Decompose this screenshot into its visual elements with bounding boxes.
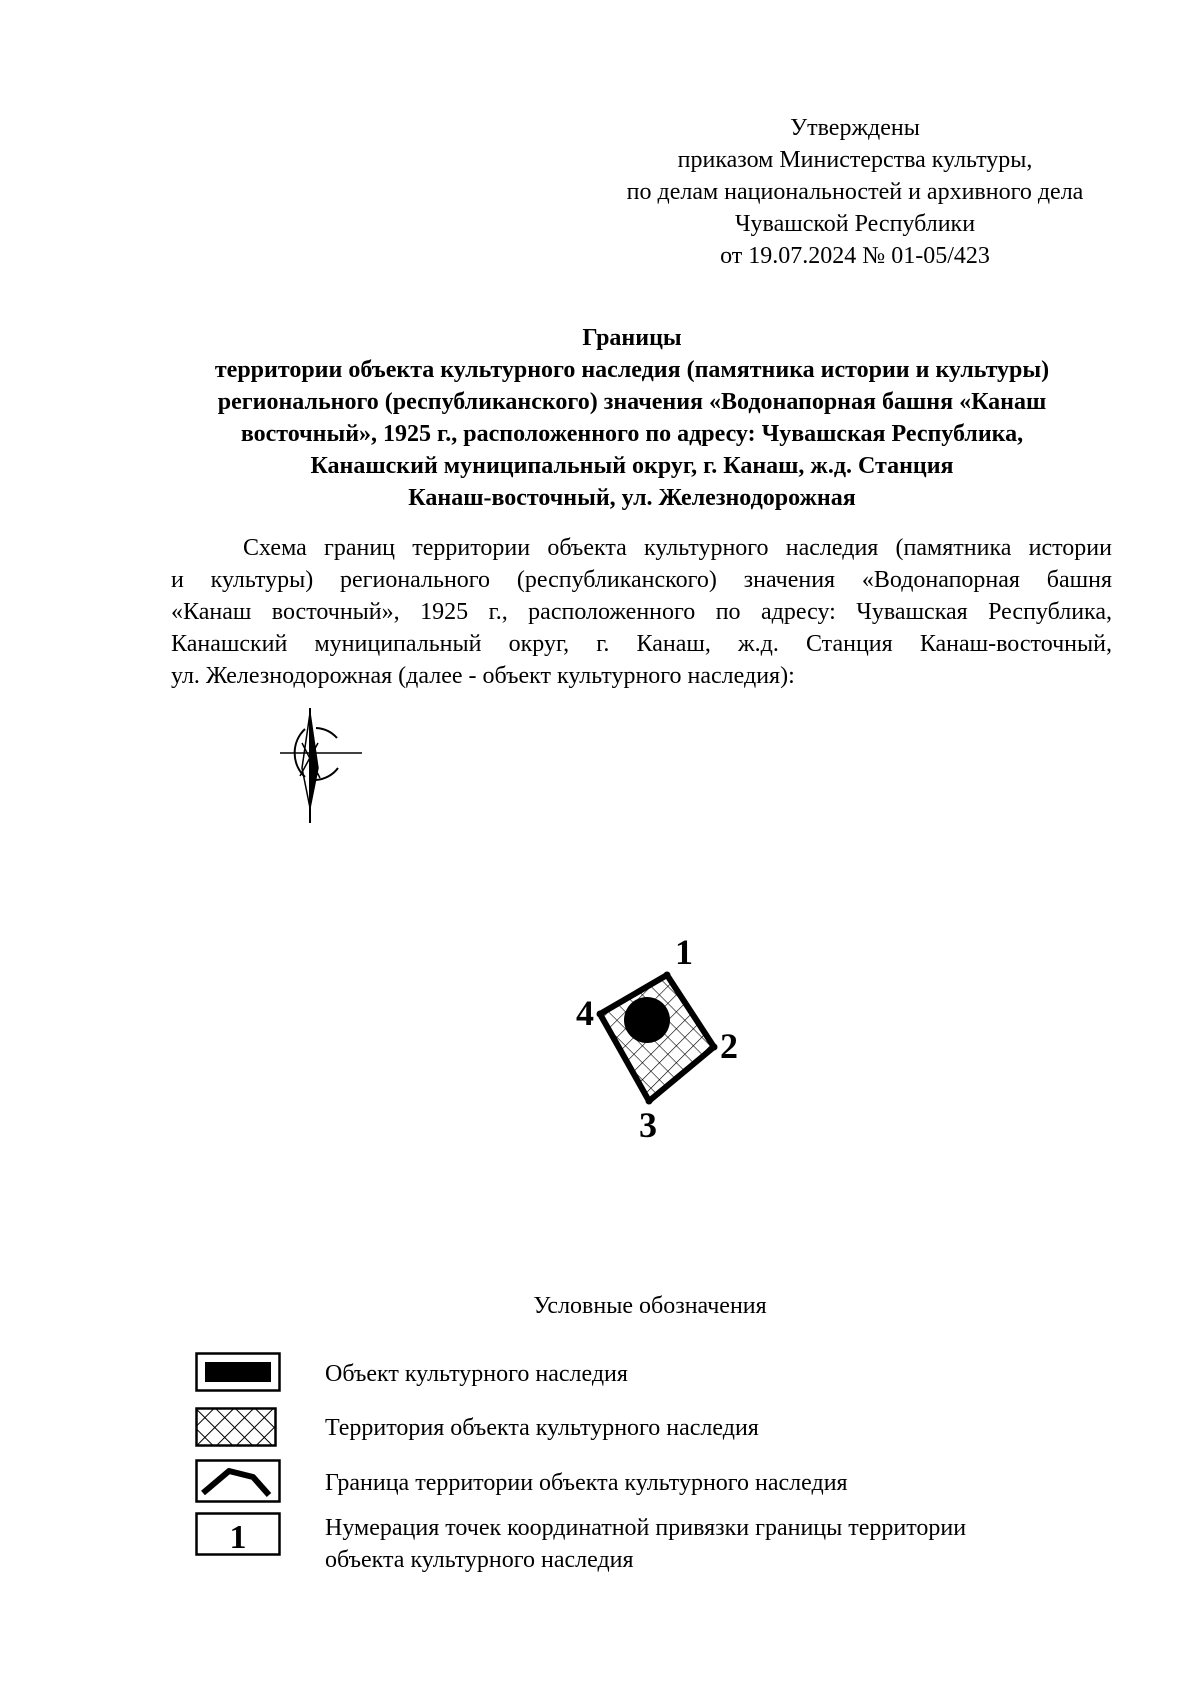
approval-line: Утверждены [790, 115, 920, 141]
boundary-line-symbol-icon [195, 1459, 281, 1503]
boundary-scheme [576, 932, 830, 1165]
title-line: Канаш-восточный, ул. Железнодорожная [408, 485, 856, 511]
heritage-object-marker [624, 997, 670, 1043]
approval-line: по делам национальностей и архивного дела [626, 179, 1084, 205]
approval-block [595, 112, 1115, 272]
boundary-point-marker [646, 1098, 653, 1105]
description-line: «Канаш восточный», 1925 г., расположенного по адресу: Чувашская Республика, [171, 599, 1112, 625]
boundary-point-marker [711, 1044, 718, 1051]
boundary-point-marker [597, 1011, 604, 1018]
legend-title: Условные обозначения [533, 1293, 767, 1319]
point-label-2: 2 [720, 1026, 738, 1066]
description-paragraph [171, 532, 1112, 692]
point-label-1: 1 [675, 932, 693, 972]
point-label-3: 3 [639, 1105, 657, 1145]
description-line: ул. Железнодорожная (далее - объект культурного наследия): [171, 663, 795, 689]
description-line: Канашский муниципальный округ, г. Канаш, ж.д. Станция Канаш-восточный, [171, 631, 1112, 657]
title-line: территории объекта культурного наследия (памятника истории и культуры) [214, 357, 1050, 383]
description-line: Схема границ территории объекта культурного наследия (памятника истории [243, 535, 1112, 561]
legend-label: Нумерация точек координатной привязки границы территории объекта культурного наследия [325, 1515, 967, 1573]
point-number-sample: 1 [229, 1519, 247, 1556]
title-line: восточный», 1925 г., расположенного по адресу: Чувашская Республика, [240, 421, 1024, 447]
legend-label: Граница территории объекта культурного наследия [325, 1470, 848, 1496]
legend-label: Территория объекта культурного наследия [325, 1415, 759, 1441]
description-line: и культуры) регионального (республиканского) значения «Водонапорная башня [171, 567, 1112, 593]
territory-hatch-symbol-icon [195, 1407, 277, 1447]
title-line: Канашский муниципальный округ, г. Канаш, ж.д. Станция [310, 453, 954, 479]
title-line: Границы [582, 325, 682, 351]
heritage-object-symbol-icon [195, 1352, 281, 1392]
point-label-4: 4 [576, 993, 594, 1033]
legend-label: Объект культурного наследия [325, 1361, 628, 1387]
approval-date-line: от 19.07.2024 № 01-05/423 [720, 243, 990, 269]
approval-line: Чувашской Республики [734, 211, 976, 237]
approval-line: приказом Министерства культуры, [677, 147, 1033, 173]
point-number-symbol-icon [195, 1512, 281, 1556]
boundary-point-marker [664, 972, 671, 979]
north-arrow-icon [280, 708, 370, 823]
document-title [170, 322, 1094, 514]
title-line: регионального (республиканского) значения «Водонапорная башня «Канаш [217, 389, 1047, 415]
